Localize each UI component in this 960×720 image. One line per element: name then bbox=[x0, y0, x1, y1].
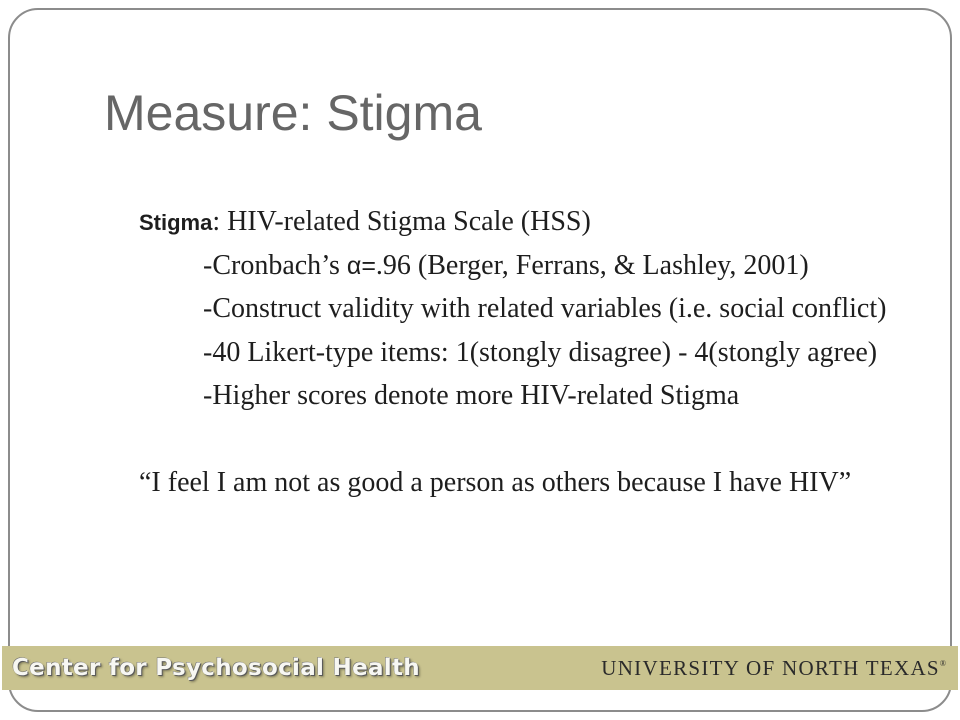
scale-description: : HIV-related Stigma Scale (HSS) bbox=[212, 206, 591, 237]
scoring-line: -Higher scores denote more HIV-related Stigma bbox=[203, 380, 740, 411]
center-name: Center for Psychosocial Health bbox=[12, 655, 420, 681]
reliability-label: -Cronbach’s bbox=[203, 249, 347, 281]
reliability-value: .96 (Berger, Ferrans, & Lashley, 2001) bbox=[375, 249, 809, 281]
footer-band bbox=[2, 646, 958, 690]
scale-term: Stigma bbox=[139, 210, 213, 235]
slide-title: Measure: Stigma bbox=[104, 85, 482, 141]
scale-heading-line bbox=[139, 200, 886, 244]
validity-line: -Construct validity with related variables (i.e. social conflict) bbox=[203, 293, 887, 324]
university-logo-text: UNIVERSITY OF NORTH TEXAS bbox=[601, 656, 940, 680]
reliability-line bbox=[139, 244, 886, 288]
university-logo bbox=[601, 646, 946, 690]
slide-body bbox=[139, 200, 886, 505]
sample-item-quote: “I feel I am not as good a person as others because I have HIV” bbox=[139, 467, 852, 498]
registered-mark: ® bbox=[939, 659, 946, 668]
alpha-symbol: α= bbox=[346, 251, 376, 280]
blank-line bbox=[139, 418, 886, 462]
items-line: -40 Likert-type items: 1(stongly disagree) - 4(stongly agree) bbox=[203, 336, 878, 368]
